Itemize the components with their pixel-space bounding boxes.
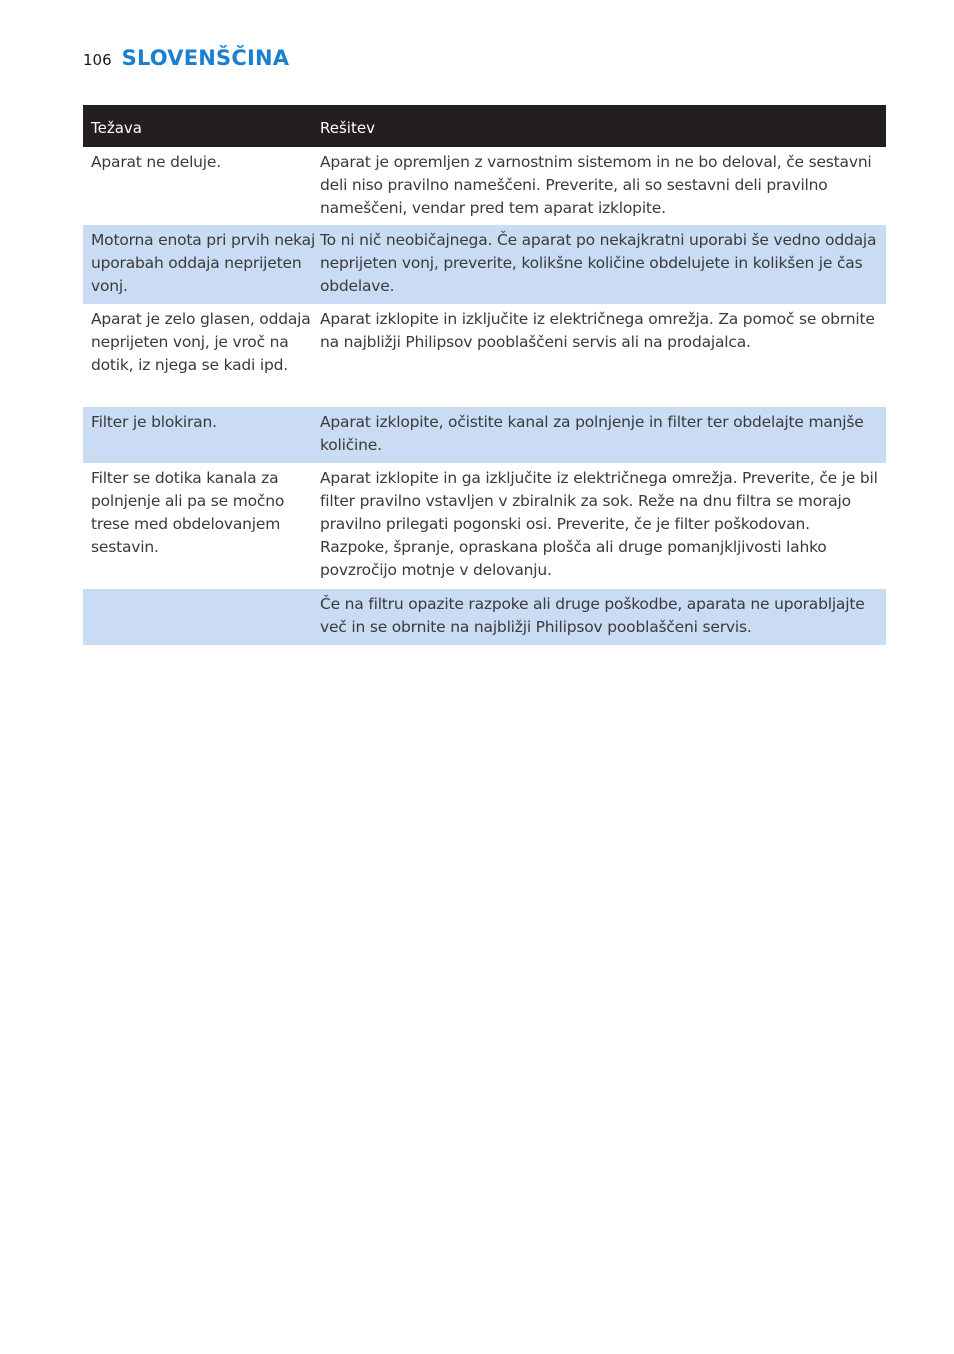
page-number: 106 xyxy=(83,51,112,69)
page-header xyxy=(83,46,289,76)
solution-cell: Če na filtru opazite razpoke ali druge poškodbe, aparata ne uporabljajte več in se obrnite na najbližji Philipsov pooblaščeni servis. xyxy=(320,595,865,636)
solution-cell: To ni nič neobičajnega. Če aparat po nekajkratni uporabi še vedno oddaja neprijeten vonj, preverite, kolikšne količine obdelujete in kolikšen je čas obdelave. xyxy=(320,231,877,295)
table-row xyxy=(83,407,886,463)
table-header-row xyxy=(83,105,886,147)
column-header-problem: Težava xyxy=(91,119,142,137)
solution-cell: Aparat je opremljen z varnostnim sistemom in ne bo deloval, če sestavni deli niso pravilno nameščeni. Preverite, ali so sestavni deli pravilno nameščeni, vendar pred tem aparat izklopite. xyxy=(320,153,872,217)
problem-cell: Aparat ne deluje. xyxy=(91,153,221,171)
table-row xyxy=(83,589,886,645)
problem-cell: Filter je blokiran. xyxy=(91,413,217,431)
troubleshooting-table xyxy=(83,105,886,645)
problem-cell: Aparat je zelo glasen, oddaja neprijeten vonj, je vroč na dotik, iz njega se kadi ipd. xyxy=(91,310,311,374)
problem-cell: Motorna enota pri prvih nekaj uporabah oddaja neprijeten vonj. xyxy=(91,231,316,295)
column-header-solution: Rešitev xyxy=(320,119,375,137)
table-row xyxy=(83,304,886,407)
solution-cell: Aparat izklopite in ga izključite iz električnega omrežja. Preverite, če je bil filter pravilno vstavljen v zbiralnik za sok. Reže na dnu filtra se morajo pravilno prilegati pogonski osi. Preverite, če je filter poškodovan. Razpoke, špranje, opraskana plošča ali druge pomanjkljivosti lahko povzročijo motnje v delovanju. xyxy=(320,469,878,579)
table-row xyxy=(83,147,886,225)
problem-cell: Filter se dotika kanala za polnjenje ali pa se močno trese med obdelovanjem sestavin. xyxy=(91,469,285,556)
problem-cell xyxy=(83,589,320,645)
table-row xyxy=(83,225,886,304)
solution-cell: Aparat izklopite, očistite kanal za polnjenje in filter ter obdelajte manjše količine. xyxy=(320,413,864,454)
section-title: SLOVENŠČINA xyxy=(121,46,290,70)
solution-cell: Aparat izklopite in izključite iz električnega omrežja. Za pomoč se obrnite na najbližji Philipsov pooblaščeni servis ali na prodajalca. xyxy=(320,310,875,351)
table-row xyxy=(83,463,886,589)
